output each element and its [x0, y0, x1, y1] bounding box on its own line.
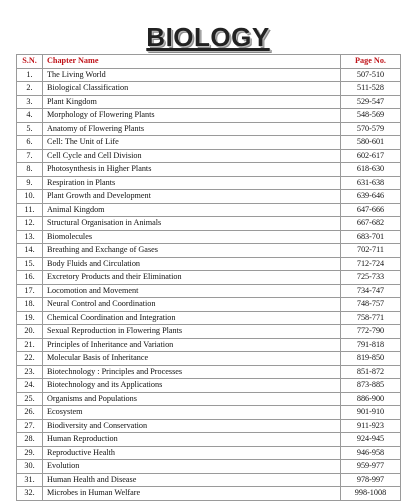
- row-page-range: 873-885: [341, 379, 401, 393]
- header-serial-number: S.N.: [17, 55, 43, 69]
- row-serial-number: 8.: [17, 163, 43, 177]
- row-chapter-name: Sexual Reproduction in Flowering Plants: [43, 325, 341, 339]
- table-row: [17, 109, 401, 123]
- row-page-range: 725-733: [341, 271, 401, 285]
- row-serial-number: 11.: [17, 203, 43, 217]
- row-serial-number: 32.: [17, 487, 43, 501]
- row-serial-number: 25.: [17, 392, 43, 406]
- row-chapter-name: Molecular Basis of Inheritance: [43, 352, 341, 366]
- row-page-range: 618-630: [341, 163, 401, 177]
- row-chapter-name: Structural Organisation in Animals: [43, 217, 341, 231]
- row-serial-number: 13.: [17, 230, 43, 244]
- row-page-range: 959-977: [341, 460, 401, 474]
- row-chapter-name: Ecosystem: [43, 406, 341, 420]
- row-page-range: 631-638: [341, 176, 401, 190]
- row-page-range: 511-528: [341, 82, 401, 96]
- row-page-range: 580-601: [341, 136, 401, 150]
- row-chapter-name: Human Reproduction: [43, 433, 341, 447]
- row-serial-number: 21.: [17, 338, 43, 352]
- row-serial-number: 29.: [17, 446, 43, 460]
- row-serial-number: 28.: [17, 433, 43, 447]
- table-body: [17, 68, 401, 500]
- row-serial-number: 15.: [17, 257, 43, 271]
- row-chapter-name: Cell: The Unit of Life: [43, 136, 341, 150]
- table-row: [17, 149, 401, 163]
- row-serial-number: 24.: [17, 379, 43, 393]
- row-serial-number: 9.: [17, 176, 43, 190]
- row-chapter-name: Morphology of Flowering Plants: [43, 109, 341, 123]
- row-page-range: 758-771: [341, 311, 401, 325]
- table-row: [17, 257, 401, 271]
- row-serial-number: 3.: [17, 95, 43, 109]
- row-serial-number: 19.: [17, 311, 43, 325]
- row-page-range: 548-569: [341, 109, 401, 123]
- row-chapter-name: Animal Kingdom: [43, 203, 341, 217]
- table-row: [17, 203, 401, 217]
- row-page-range: 507-510: [341, 68, 401, 82]
- row-page-range: 712-724: [341, 257, 401, 271]
- row-page-range: 886-900: [341, 392, 401, 406]
- table-row: [17, 190, 401, 204]
- row-serial-number: 27.: [17, 419, 43, 433]
- row-page-range: 851-872: [341, 365, 401, 379]
- row-chapter-name: Cell Cycle and Cell Division: [43, 149, 341, 163]
- row-page-range: 772-790: [341, 325, 401, 339]
- row-serial-number: 12.: [17, 217, 43, 231]
- table-row: [17, 406, 401, 420]
- row-page-range: 602-617: [341, 149, 401, 163]
- row-serial-number: 2.: [17, 82, 43, 96]
- row-page-range: 667-682: [341, 217, 401, 231]
- table-row: [17, 271, 401, 285]
- table-row: [17, 217, 401, 231]
- row-chapter-name: Body Fluids and Circulation: [43, 257, 341, 271]
- row-chapter-name: Evolution: [43, 460, 341, 474]
- header-chapter-name: Chapter Name: [43, 55, 341, 69]
- row-serial-number: 20.: [17, 325, 43, 339]
- row-serial-number: 14.: [17, 244, 43, 258]
- row-chapter-name: Excretory Products and their Elimination: [43, 271, 341, 285]
- row-serial-number: 1.: [17, 68, 43, 82]
- row-page-range: 901-910: [341, 406, 401, 420]
- row-serial-number: 30.: [17, 460, 43, 474]
- row-chapter-name: Reproductive Health: [43, 446, 341, 460]
- table-row: [17, 419, 401, 433]
- row-serial-number: 6.: [17, 136, 43, 150]
- table-row: [17, 325, 401, 339]
- row-chapter-name: The Living World: [43, 68, 341, 82]
- row-page-range: 819-850: [341, 352, 401, 366]
- row-serial-number: 18.: [17, 298, 43, 312]
- row-chapter-name: Organisms and Populations: [43, 392, 341, 406]
- row-chapter-name: Biotechnology and its Applications: [43, 379, 341, 393]
- table-row: [17, 95, 401, 109]
- row-chapter-name: Breathing and Exchange of Gases: [43, 244, 341, 258]
- table-row: [17, 230, 401, 244]
- table-row: [17, 68, 401, 82]
- table-row: [17, 473, 401, 487]
- table-row: [17, 392, 401, 406]
- row-serial-number: 7.: [17, 149, 43, 163]
- row-page-range: 702-711: [341, 244, 401, 258]
- table-row: [17, 446, 401, 460]
- row-page-range: 998-1008: [341, 487, 401, 501]
- table-row: [17, 122, 401, 136]
- row-serial-number: 5.: [17, 122, 43, 136]
- row-chapter-name: Human Health and Disease: [43, 473, 341, 487]
- table-row: [17, 82, 401, 96]
- row-page-range: 639-646: [341, 190, 401, 204]
- row-chapter-name: Principles of Inheritance and Variation: [43, 338, 341, 352]
- row-chapter-name: Biotechnology : Principles and Processes: [43, 365, 341, 379]
- row-serial-number: 23.: [17, 365, 43, 379]
- row-page-range: 791-818: [341, 338, 401, 352]
- chapter-table: [16, 54, 401, 501]
- table-row: [17, 136, 401, 150]
- row-chapter-name: Chemical Coordination and Integration: [43, 311, 341, 325]
- row-chapter-name: Plant Growth and Development: [43, 190, 341, 204]
- row-serial-number: 31.: [17, 473, 43, 487]
- table-row: [17, 487, 401, 501]
- row-chapter-name: Locomotion and Movement: [43, 284, 341, 298]
- row-page-range: 748-757: [341, 298, 401, 312]
- page-title: BIOLOGY: [146, 22, 270, 52]
- row-page-range: 529-547: [341, 95, 401, 109]
- row-serial-number: 17.: [17, 284, 43, 298]
- table-row: [17, 298, 401, 312]
- row-serial-number: 4.: [17, 109, 43, 123]
- table-row: [17, 338, 401, 352]
- row-serial-number: 26.: [17, 406, 43, 420]
- row-chapter-name: Microbes in Human Welfare: [43, 487, 341, 501]
- table-row: [17, 163, 401, 177]
- table-row: [17, 284, 401, 298]
- row-chapter-name: Respiration in Plants: [43, 176, 341, 190]
- row-serial-number: 22.: [17, 352, 43, 366]
- row-page-range: 946-958: [341, 446, 401, 460]
- row-page-range: 734-747: [341, 284, 401, 298]
- row-page-range: 647-666: [341, 203, 401, 217]
- table-row: [17, 352, 401, 366]
- row-serial-number: 16.: [17, 271, 43, 285]
- table-row: [17, 365, 401, 379]
- row-chapter-name: Photosynthesis in Higher Plants: [43, 163, 341, 177]
- row-chapter-name: Neural Control and Coordination: [43, 298, 341, 312]
- row-chapter-name: Biological Classification: [43, 82, 341, 96]
- table-row: [17, 311, 401, 325]
- row-serial-number: 10.: [17, 190, 43, 204]
- row-page-range: 924-945: [341, 433, 401, 447]
- table-row: [17, 176, 401, 190]
- table-header-row: [17, 55, 401, 69]
- row-page-range: 978-997: [341, 473, 401, 487]
- table-row: [17, 433, 401, 447]
- row-chapter-name: Biomolecules: [43, 230, 341, 244]
- table-row: [17, 244, 401, 258]
- table-row: [17, 379, 401, 393]
- row-chapter-name: Plant Kingdom: [43, 95, 341, 109]
- row-chapter-name: Anatomy of Flowering Plants: [43, 122, 341, 136]
- row-chapter-name: Biodiversity and Conservation: [43, 419, 341, 433]
- table-row: [17, 460, 401, 474]
- row-page-range: 570-579: [341, 122, 401, 136]
- row-page-range: 683-701: [341, 230, 401, 244]
- row-page-range: 911-923: [341, 419, 401, 433]
- header-page-number: Page No.: [341, 55, 401, 69]
